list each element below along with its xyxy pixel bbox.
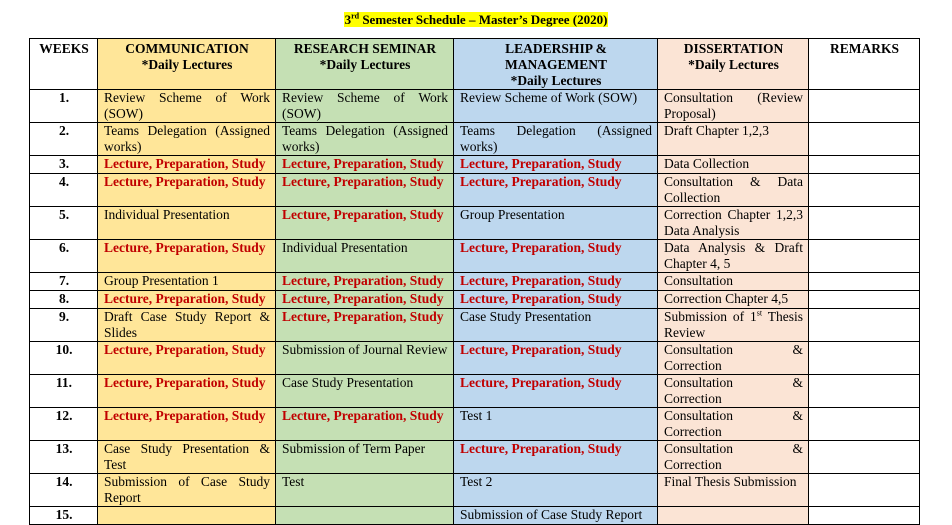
cell-week: 12. bbox=[30, 408, 98, 441]
table-row bbox=[30, 507, 920, 525]
cell-communication bbox=[98, 240, 276, 273]
lecture-label: Lecture, Preparation, Study bbox=[104, 291, 266, 306]
header-dissertation-title: DISSERTATION bbox=[683, 41, 784, 56]
cell-dissertation: Correction Chapter 1,2,3 Data Analysis bbox=[658, 207, 809, 240]
table-row bbox=[30, 408, 920, 441]
cell-communication: Group Presentation 1 bbox=[98, 273, 276, 291]
cell-week: 7. bbox=[30, 273, 98, 291]
cell-week: 11. bbox=[30, 375, 98, 408]
lecture-label: Lecture, Preparation, Study bbox=[104, 408, 266, 423]
cell-leadership: Teams Delegation (Assigned works) bbox=[454, 123, 658, 156]
cell-research bbox=[276, 156, 454, 174]
cell-week: 2. bbox=[30, 123, 98, 156]
header-communication-sub: *Daily Lectures bbox=[141, 57, 233, 72]
cell-remarks bbox=[809, 273, 920, 291]
header-research-seminar bbox=[276, 39, 454, 90]
cell-research: Submission of Journal Review bbox=[276, 342, 454, 375]
cell-week: 1. bbox=[30, 90, 98, 123]
cell-remarks bbox=[809, 474, 920, 507]
lecture-label: Lecture, Preparation, Study bbox=[460, 441, 622, 456]
cell-communication: Submission of Case Study Report bbox=[98, 474, 276, 507]
lecture-label: Lecture, Preparation, Study bbox=[460, 375, 622, 390]
cell-leadership: Test 2 bbox=[454, 474, 658, 507]
cell-dissertation: Submission of 1st Thesis Review bbox=[658, 309, 809, 342]
lecture-label: Lecture, Preparation, Study bbox=[282, 207, 444, 222]
cell-week: 4. bbox=[30, 174, 98, 207]
header-research-title: RESEARCH SEMINAR bbox=[293, 41, 437, 56]
cell-remarks bbox=[809, 156, 920, 174]
header-remarks: REMARKS bbox=[809, 39, 920, 90]
cell-leadership bbox=[454, 291, 658, 309]
table-row bbox=[30, 474, 920, 507]
cell-research: Test bbox=[276, 474, 454, 507]
cell-remarks bbox=[809, 291, 920, 309]
header-dissertation bbox=[658, 39, 809, 90]
cell-remarks bbox=[809, 240, 920, 273]
title-suffix: Semester Schedule – Master’s Degree (2020) bbox=[359, 12, 608, 27]
cell-communication bbox=[98, 408, 276, 441]
cell-dissertation: Consultation & Correction bbox=[658, 342, 809, 375]
lecture-label: Lecture, Preparation, Study bbox=[282, 408, 444, 423]
cell-communication bbox=[98, 342, 276, 375]
cell-leadership: Case Study Presentation bbox=[454, 309, 658, 342]
header-leadership-title-1: LEADERSHIP & bbox=[505, 41, 607, 56]
lecture-label: Lecture, Preparation, Study bbox=[460, 240, 622, 255]
cell-dissertation: Data Analysis & Draft Chapter 4, 5 bbox=[658, 240, 809, 273]
cell-research bbox=[276, 273, 454, 291]
cell-dissertation: Consultation & Correction bbox=[658, 441, 809, 474]
title-container bbox=[0, 11, 952, 29]
table-row bbox=[30, 90, 920, 123]
cell-week: 8. bbox=[30, 291, 98, 309]
cell-communication bbox=[98, 375, 276, 408]
cell-dissertation: Consultation & Correction bbox=[658, 408, 809, 441]
header-leadership-management bbox=[454, 39, 658, 90]
page-title bbox=[344, 12, 609, 27]
cell-communication: Case Study Presentation & Test bbox=[98, 441, 276, 474]
cell-week: 15. bbox=[30, 507, 98, 525]
cell-remarks bbox=[809, 174, 920, 207]
cell-remarks bbox=[809, 207, 920, 240]
cell-week: 3. bbox=[30, 156, 98, 174]
cell-dissertation: Draft Chapter 1,2,3 bbox=[658, 123, 809, 156]
cell-week: 10. bbox=[30, 342, 98, 375]
lecture-label: Lecture, Preparation, Study bbox=[104, 156, 266, 171]
cell-research: Submission of Term Paper bbox=[276, 441, 454, 474]
cell-week: 13. bbox=[30, 441, 98, 474]
table-row bbox=[30, 291, 920, 309]
cell-leadership bbox=[454, 375, 658, 408]
cell-leadership: Submission of Case Study Report bbox=[454, 507, 658, 525]
cell-communication bbox=[98, 174, 276, 207]
lecture-label: Lecture, Preparation, Study bbox=[460, 342, 622, 357]
cell-research: Teams Delegation (Assigned works) bbox=[276, 123, 454, 156]
cell-leadership bbox=[454, 174, 658, 207]
table-row bbox=[30, 342, 920, 375]
title-superscript: rd bbox=[351, 11, 360, 21]
cell-research: Individual Presentation bbox=[276, 240, 454, 273]
cell-research: Review Scheme of Work (SOW) bbox=[276, 90, 454, 123]
cell-remarks bbox=[809, 507, 920, 525]
cell-research bbox=[276, 507, 454, 525]
ordinal-superscript: st bbox=[756, 308, 763, 318]
lecture-label: Lecture, Preparation, Study bbox=[104, 174, 266, 189]
lecture-label: Lecture, Preparation, Study bbox=[282, 309, 444, 324]
cell-leadership bbox=[454, 441, 658, 474]
cell-leadership bbox=[454, 342, 658, 375]
table-row bbox=[30, 375, 920, 408]
cell-dissertation: Final Thesis Submission bbox=[658, 474, 809, 507]
table-row bbox=[30, 123, 920, 156]
lecture-label: Lecture, Preparation, Study bbox=[104, 240, 266, 255]
cell-research bbox=[276, 408, 454, 441]
cell-remarks bbox=[809, 441, 920, 474]
cell-communication bbox=[98, 291, 276, 309]
cell-remarks bbox=[809, 408, 920, 441]
table-row bbox=[30, 441, 920, 474]
cell-communication bbox=[98, 156, 276, 174]
cell-communication: Teams Delegation (Assigned works) bbox=[98, 123, 276, 156]
cell-remarks bbox=[809, 123, 920, 156]
cell-week: 6. bbox=[30, 240, 98, 273]
cell-week: 5. bbox=[30, 207, 98, 240]
table-row bbox=[30, 309, 920, 342]
cell-dissertation: Consultation bbox=[658, 273, 809, 291]
header-row bbox=[30, 39, 920, 90]
header-leadership-title-2: MANAGEMENT bbox=[505, 57, 607, 72]
cell-leadership: Review Scheme of Work (SOW) bbox=[454, 90, 658, 123]
cell-week: 9. bbox=[30, 309, 98, 342]
cell-research bbox=[276, 291, 454, 309]
cell-dissertation: Correction Chapter 4,5 bbox=[658, 291, 809, 309]
cell-communication: Draft Case Study Report & Slides bbox=[98, 309, 276, 342]
table-row bbox=[30, 240, 920, 273]
header-research-sub: *Daily Lectures bbox=[319, 57, 411, 72]
cell-remarks bbox=[809, 375, 920, 408]
cell-communication bbox=[98, 507, 276, 525]
lecture-label: Lecture, Preparation, Study bbox=[460, 291, 622, 306]
header-weeks: WEEKS bbox=[30, 39, 98, 90]
lecture-label: Lecture, Preparation, Study bbox=[460, 273, 622, 288]
lecture-label: Lecture, Preparation, Study bbox=[460, 174, 622, 189]
cell-leadership: Group Presentation bbox=[454, 207, 658, 240]
cell-leadership bbox=[454, 240, 658, 273]
cell-leadership bbox=[454, 273, 658, 291]
cell-research bbox=[276, 309, 454, 342]
cell-dissertation: Data Collection bbox=[658, 156, 809, 174]
header-dissertation-sub: *Daily Lectures bbox=[688, 57, 779, 72]
title-prefix: 3 bbox=[344, 12, 352, 27]
header-communication-title: COMMUNICATION bbox=[125, 41, 249, 56]
table-row bbox=[30, 174, 920, 207]
lecture-label: Lecture, Preparation, Study bbox=[282, 156, 444, 171]
cell-leadership bbox=[454, 156, 658, 174]
header-leadership-sub: *Daily Lectures bbox=[510, 73, 602, 88]
cell-communication: Review Scheme of Work (SOW) bbox=[98, 90, 276, 123]
cell-remarks bbox=[809, 90, 920, 123]
header-communication bbox=[98, 39, 276, 90]
cell-dissertation: Consultation & Correction bbox=[658, 375, 809, 408]
schedule-table bbox=[29, 38, 920, 525]
table-row bbox=[30, 207, 920, 240]
lecture-label: Lecture, Preparation, Study bbox=[104, 342, 266, 357]
cell-leadership: Test 1 bbox=[454, 408, 658, 441]
table-row bbox=[30, 273, 920, 291]
table-row bbox=[30, 156, 920, 174]
cell-week: 14. bbox=[30, 474, 98, 507]
cell-dissertation: Consultation & Data Collection bbox=[658, 174, 809, 207]
cell-research bbox=[276, 207, 454, 240]
lecture-label: Lecture, Preparation, Study bbox=[282, 174, 444, 189]
lecture-label: Lecture, Preparation, Study bbox=[460, 156, 622, 171]
cell-research: Case Study Presentation bbox=[276, 375, 454, 408]
lecture-label: Lecture, Preparation, Study bbox=[282, 273, 444, 288]
cell-dissertation: Consultation (Review Proposal) bbox=[658, 90, 809, 123]
cell-dissertation bbox=[658, 507, 809, 525]
cell-remarks bbox=[809, 342, 920, 375]
cell-research bbox=[276, 174, 454, 207]
cell-remarks bbox=[809, 309, 920, 342]
lecture-label: Lecture, Preparation, Study bbox=[282, 291, 444, 306]
cell-communication: Individual Presentation bbox=[98, 207, 276, 240]
lecture-label: Lecture, Preparation, Study bbox=[104, 375, 266, 390]
